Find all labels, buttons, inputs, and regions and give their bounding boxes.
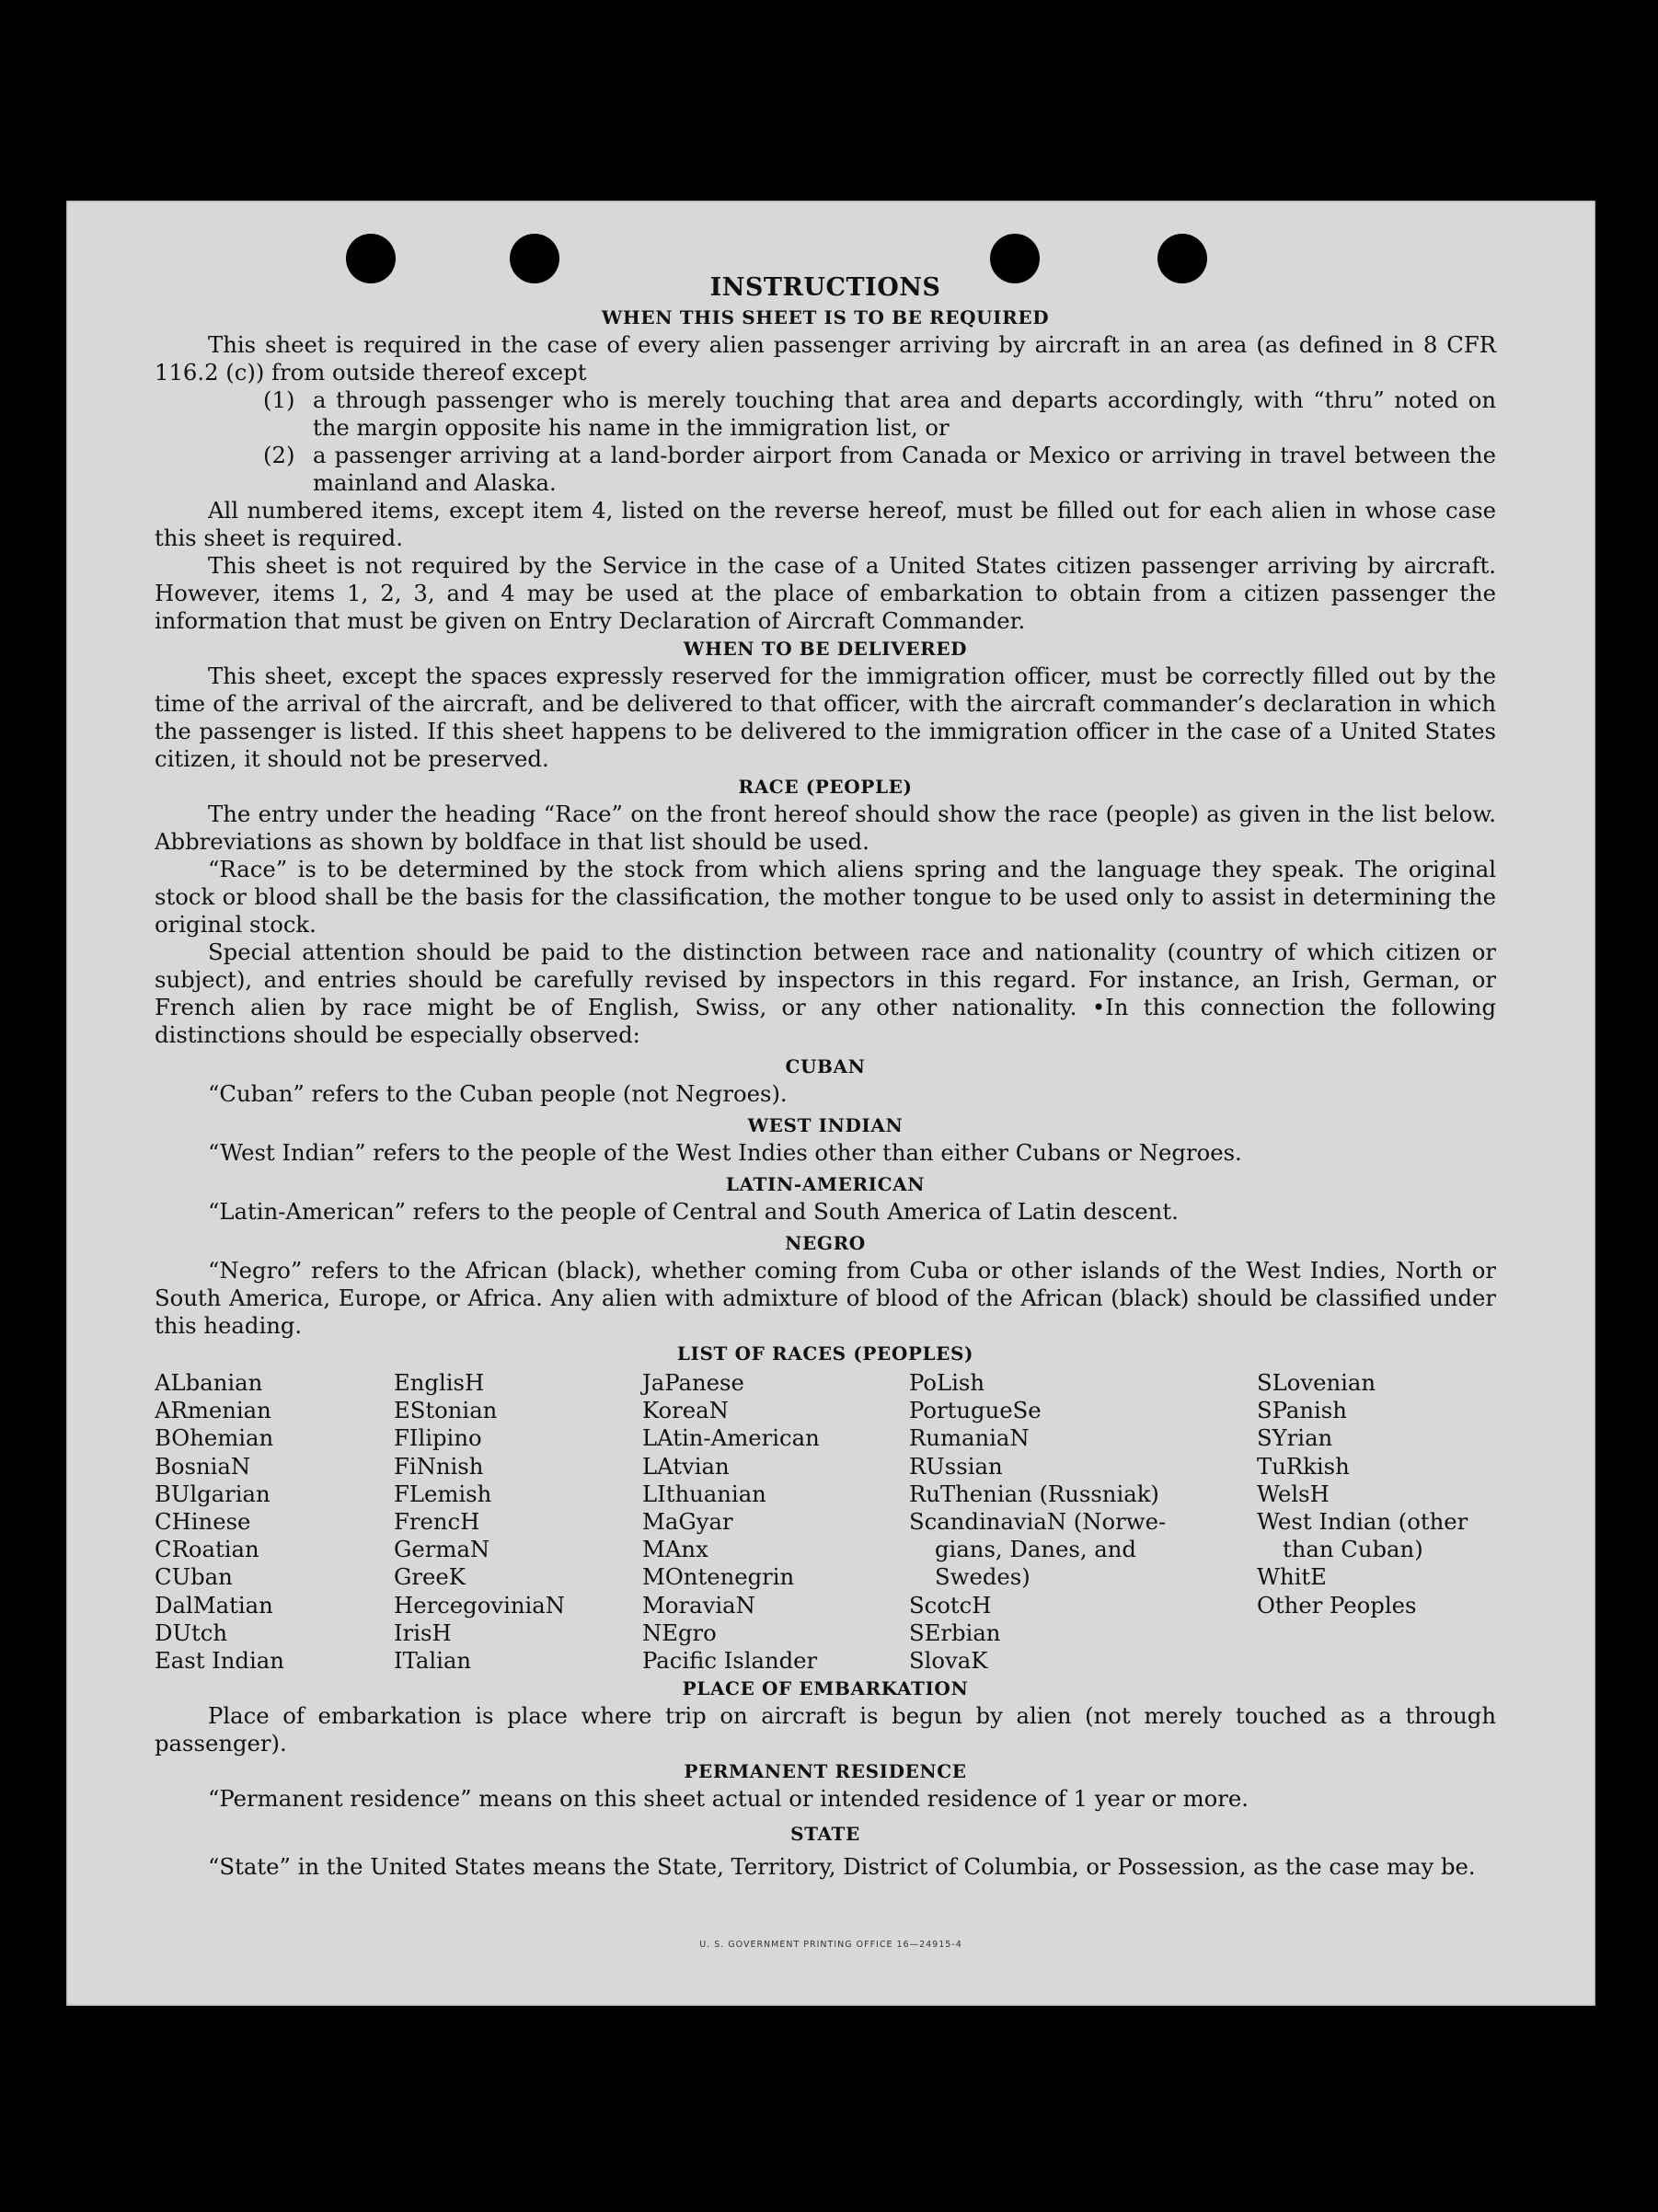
heading-race: RACE (PEOPLE) bbox=[738, 776, 913, 798]
race-entry: MOntenegrin bbox=[642, 1563, 795, 1591]
race-entry: RuThenian (Russniak) bbox=[909, 1480, 1159, 1507]
race-entry: SErbian bbox=[909, 1619, 1001, 1646]
race-entry: Swedes) bbox=[935, 1563, 1030, 1591]
state-text: “State” in the United States means the State, Territory, District of Columbia, or Possession, as the case may be. bbox=[208, 1853, 1476, 1881]
item-number: (2) bbox=[263, 442, 295, 468]
latin-american-text: “Latin-American” refers to the people of Central and South America of Latin descent. bbox=[208, 1198, 1179, 1225]
race-entry: MAnx bbox=[642, 1536, 708, 1563]
required-paragraph-3: This sheet is not required by the Service in the case of a United States citizen passenger arriving by aircraft. However, items 1, 2, 3, and 4 may be used at the place of embarkation to obtain from a citizen passenger the information that must be given on Entry Declaration of Aircraft Commander. bbox=[155, 552, 1496, 634]
race-entry: MaGyar bbox=[642, 1508, 733, 1536]
race-entry: RUssian bbox=[909, 1452, 1003, 1480]
race-entry: ScandinaviaN (Norwe- bbox=[909, 1508, 1167, 1536]
heading-delivered: WHEN TO BE DELIVERED bbox=[683, 638, 968, 660]
race-entry: LAtin-American bbox=[642, 1424, 820, 1452]
negro-text: “Negro” refers to the African (black), whether coming from Cuba or other islands of the West Indies, North or South America, Europe, or Africa. Any alien with admixture of blood of the African (black) should be classified under this heading. bbox=[155, 1257, 1496, 1339]
item-text: a passenger arriving at a land-border airport from Canada or Mexico or arriving in travel between the mainland and Alaska. bbox=[313, 442, 1496, 496]
race-entry: WhitE bbox=[1257, 1563, 1327, 1591]
races-column bbox=[394, 1369, 642, 1675]
race-paragraph-3: Special attention should be paid to the distinction between race and nationality (country of which citizen or subject), and entries should be carefully revised by inspectors in this regard. For instance, an Irish, German, or French alien by race might be of English, Swiss, or any other nationality. •In this connection the following distinctions should be especially observed: bbox=[155, 939, 1496, 1048]
races-column bbox=[1257, 1369, 1496, 1675]
race-entry: LAtvian bbox=[642, 1452, 730, 1480]
item-number: (1) bbox=[263, 386, 295, 413]
race-entry: FrencH bbox=[394, 1508, 480, 1536]
race-entry: gians, Danes, and bbox=[935, 1536, 1136, 1563]
race-entry: GermaN bbox=[394, 1536, 490, 1563]
delivered-text: This sheet, except the spaces expressly reserved for the immigration officer, must be correctly filled out by the time of the arrival of the aircraft, and be delivered to that officer, with the aircraft commander’s declaration in which the passenger is listed. If this sheet happens to be delivered to the immigration officer in the case of a United States citizen, it should not be preserved. bbox=[155, 662, 1496, 772]
race-entry: HercegoviniaN bbox=[394, 1591, 566, 1619]
cuban-text: “Cuban” refers to the Cuban people (not Negroes). bbox=[208, 1080, 788, 1107]
race-entry: GreeK bbox=[394, 1563, 466, 1591]
race-entry: ARmenian bbox=[155, 1397, 271, 1424]
race-entry: than Cuban) bbox=[1283, 1536, 1423, 1563]
heading-negro: NEGRO bbox=[785, 1232, 866, 1254]
race-entry: IrisH bbox=[394, 1619, 452, 1646]
race-entry: DalMatian bbox=[155, 1591, 273, 1619]
race-entry: FiNnish bbox=[394, 1452, 484, 1480]
race-entry: SLovenian bbox=[1257, 1369, 1376, 1396]
race-entry: FLemish bbox=[394, 1480, 492, 1507]
race-entry: West Indian (other bbox=[1257, 1508, 1468, 1536]
race-entry: East Indian bbox=[155, 1647, 284, 1675]
race-entry: SlovaK bbox=[909, 1647, 988, 1675]
race-entry: KoreaN bbox=[642, 1397, 729, 1424]
race-entry: BUlgarian bbox=[155, 1480, 271, 1507]
heading-required: WHEN THIS SHEET IS TO BE REQUIRED bbox=[601, 306, 1050, 328]
race-entry: TuRkish bbox=[1257, 1452, 1350, 1480]
race-entry: SPanish bbox=[1257, 1397, 1347, 1424]
race-entry: CUban bbox=[155, 1563, 233, 1591]
races-column bbox=[155, 1369, 394, 1675]
heading-residence: PERMANENT RESIDENCE bbox=[684, 1760, 967, 1783]
race-entry: BOhemian bbox=[155, 1424, 274, 1452]
west-indian-text: “West Indian” refers to the people of the West Indies other than either Cubans or Negroes. bbox=[208, 1139, 1242, 1166]
heading-list-of-races: LIST OF RACES (PEOPLES) bbox=[676, 1342, 974, 1365]
list-item bbox=[155, 442, 1496, 497]
races-list bbox=[155, 1369, 1496, 1675]
race-entry: PoLish bbox=[909, 1369, 985, 1396]
heading-state: STATE bbox=[790, 1823, 860, 1846]
document-sheet bbox=[66, 201, 1595, 2006]
race-entry: ALbanian bbox=[155, 1369, 263, 1396]
race-entry: Other Peoples bbox=[1257, 1591, 1417, 1619]
residence-text: “Permanent residence” means on this sheet actual or intended residence of 1 year or more. bbox=[208, 1785, 1249, 1813]
race-entry: SYrian bbox=[1257, 1424, 1333, 1452]
races-column bbox=[909, 1369, 1257, 1675]
race-entry: RumaniaN bbox=[909, 1424, 1030, 1452]
item-text: a through passenger who is merely touching that area and departs accordingly, with “thru” noted on the margin opposite his name in the immigration list, or bbox=[313, 386, 1496, 441]
heading-embarkation: PLACE OF EMBARKATION bbox=[682, 1677, 969, 1700]
embarkation-text: Place of embarkation is place where trip on aircraft is begun by alien (not merely touched as a through passenger). bbox=[155, 1702, 1496, 1757]
race-entry: DUtch bbox=[155, 1619, 227, 1646]
race-entry: PortugueSe bbox=[909, 1397, 1042, 1424]
race-entry: FIlipino bbox=[394, 1424, 482, 1452]
race-entry: CHinese bbox=[155, 1508, 251, 1536]
required-paragraph-2: All numbered items, except item 4, listed on the reverse hereof, must be filled out for each alien in whose case this sheet is required. bbox=[155, 497, 1496, 551]
race-entry: CRoatian bbox=[155, 1536, 259, 1563]
race-entry: ITalian bbox=[394, 1647, 472, 1675]
race-entry: BosniaN bbox=[155, 1452, 251, 1480]
race-paragraph-1: The entry under the heading “Race” on the front hereof should show the race (people) as given in the list below. Abbreviations as shown by boldface in that list should be used. bbox=[155, 801, 1496, 855]
heading-cuban: CUBAN bbox=[785, 1055, 866, 1077]
race-entry: NEgro bbox=[642, 1619, 717, 1646]
race-entry: LIthuanian bbox=[642, 1480, 766, 1507]
race-entry: Pacific Islander bbox=[642, 1647, 818, 1675]
race-paragraph-2: “Race” is to be determined by the stock from which aliens spring and the language they speak. The original stock or blood shall be the basis for the classification, the mother tongue to be used only to assist in determining the original stock. bbox=[155, 856, 1496, 938]
list-item bbox=[155, 386, 1496, 442]
race-entry: WelsH bbox=[1257, 1480, 1330, 1507]
race-entry: ScotcH bbox=[909, 1591, 992, 1619]
page-title: INSTRUCTIONS bbox=[709, 273, 941, 302]
required-intro: This sheet is required in the case of every alien passenger arriving by aircraft in an area (as defined in 8 CFR 116.2 (c)) from outside thereof except bbox=[155, 331, 1496, 386]
race-entry: EnglisH bbox=[394, 1369, 485, 1396]
instructions-content bbox=[155, 272, 1496, 1881]
printing-office-footer: U. S. GOVERNMENT PRINTING OFFICE 16—24915-4 bbox=[699, 1940, 962, 1950]
race-entry: JaPanese bbox=[642, 1369, 744, 1396]
race-entry: EStonian bbox=[394, 1397, 498, 1424]
races-column bbox=[642, 1369, 909, 1675]
heading-west-indian: WEST INDIAN bbox=[747, 1114, 904, 1136]
race-entry: MoraviaN bbox=[642, 1591, 755, 1619]
heading-latin-american: LATIN-AMERICAN bbox=[725, 1173, 926, 1195]
